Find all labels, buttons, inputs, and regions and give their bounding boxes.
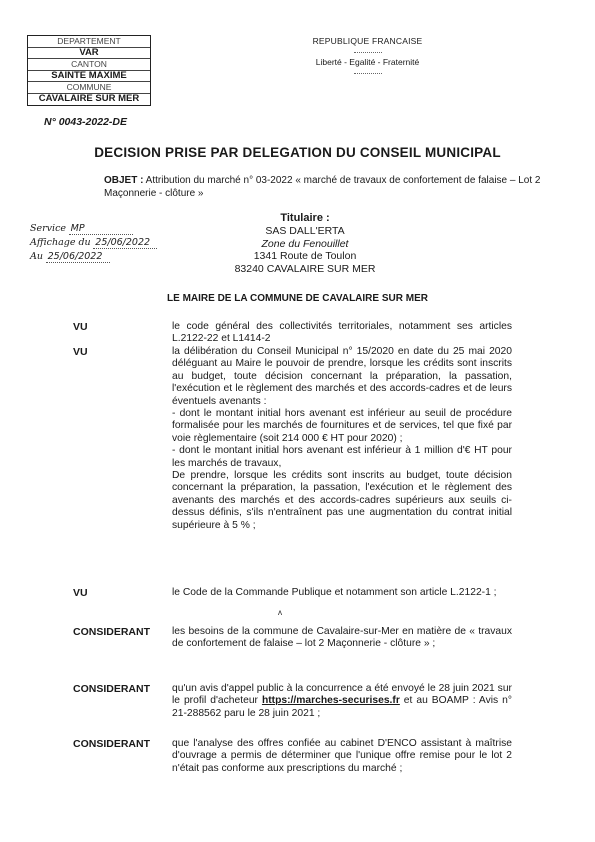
clause-paragraph: la délibération du Conseil Municipal n° 15/2020 en date du 25 mai 2020 déléguant au Maire le pouvoir de prendre, lorsque les crédits sont inscrits au budget, toute décision concernant la préparation, la passation, l'exécution et le règlement des marchés et des accords-cadres et de leurs éventuels avenants :: [172, 346, 512, 407]
contractor-block: [180, 212, 430, 276]
affichage-label: Affichage du: [30, 237, 91, 248]
clause-keyword: VU: [73, 587, 88, 599]
department-value: VAR: [28, 48, 150, 60]
clause-paragraph: le code général des collectivités territoriales, notamment ses articles L.2122-22 et L1414-2: [172, 321, 512, 345]
clause-paragraph: que l'analyse des offres confiée au cabinet D'ENCO assistant à maîtrise d'ouvrage a permis de déterminer que l'unique offre remise pour le lot 2 n'était pas conforme aux prescriptions du marché ;: [172, 738, 512, 774]
mayor-heading: LE MAIRE DE LA COMMUNE DE CAVALAIRE SUR MER: [167, 293, 428, 304]
object-line: [104, 174, 544, 200]
canton-value: SAINTE MAXIME: [28, 71, 150, 83]
affichage-value: 25/06/2022: [93, 237, 157, 249]
clause-text: [172, 587, 512, 599]
canton-label: CANTON: [28, 59, 150, 71]
clause-text-part: qu'un avis d'appel public à la concurrence a été envoyé le 28 juin 2021 sur le profil d'acheteur: [172, 683, 512, 707]
decision-number: N° 0043-2022-DE: [44, 116, 127, 128]
marches-securises-link[interactable]: https://marches-securises.fr: [261, 695, 400, 707]
au-stamp: [30, 251, 110, 263]
republic-header: [300, 36, 435, 78]
stray-mark: ʌ: [278, 608, 282, 617]
object-text: Attribution du marché n° 03-2022 « marché de travaux de confortement de falaise – Lot 2 Maçonnerie - clôture »: [104, 175, 541, 199]
clause-keyword: CONSIDERANT: [73, 626, 151, 638]
commune-value: CAVALAIRE SUR MER: [38, 92, 140, 104]
separator: [354, 67, 382, 74]
au-label: Au: [30, 251, 43, 262]
clause-keyword: CONSIDERANT: [73, 738, 151, 750]
clause-keyword: VU: [73, 346, 88, 358]
clause-text: [172, 738, 512, 775]
page-title: DECISION PRISE PAR DELEGATION DU CONSEIL MUNICIPAL: [94, 145, 501, 160]
administrative-box: [27, 35, 151, 106]
clause-text: [172, 346, 512, 532]
clause-paragraph: le Code de la Commande Publique et notamment son article L.2122-1 ;: [172, 587, 497, 598]
clause-paragraph: - dont le montant initial hors avenant est inférieur au seuil de procédure formalisée pour les marchés de fournitures et de services, tel que fixé par voie règlementaire (soit 214 000 € HT pour 2020) ;: [172, 408, 512, 444]
service-stamp: [30, 223, 133, 235]
separator: [354, 46, 382, 53]
clause-text: [172, 321, 512, 346]
object-label: OBJET :: [104, 175, 144, 186]
commune-label: COMMUNE: [28, 82, 150, 94]
clause-text-part: et au BOAMP : Avis n° 21-288562 paru le 28 juin 2021 ;: [172, 695, 512, 719]
contractor-address-line: 83240 CAVALAIRE SUR MER: [234, 263, 376, 276]
contractor-address-line: Zone du Fenouillet: [261, 237, 349, 250]
clause-paragraph: - dont le montant initial hors avenant est inférieur à 1 million d'€ HT pour les marchés de travaux,: [172, 445, 512, 469]
clause-keyword: VU: [73, 321, 88, 333]
republic-title: REPUBLIQUE FRANCAISE: [312, 36, 423, 46]
clause-paragraph: De prendre, lorsque les crédits sont inscrits au budget, toute décision concernant la préparation, la passation, l'exécution et le règlement des avenants des marchés et des accords-cadres supérieurs aux seuils ci-dessus définis, s'ils n'entraînent pas une augmentation du contrat initial supérieure à 5 % ;: [172, 470, 512, 531]
au-value: 25/06/2022: [46, 251, 110, 263]
affichage-stamp: [30, 237, 157, 249]
clause-text: [172, 626, 512, 651]
contractor-address-line: 1341 Route de Toulon: [253, 250, 357, 263]
clause-paragraph: les besoins de la commune de Cavalaire-sur-Mer en matière de « travaux de confortement de falaise – lot 2 Maçonnerie - clôture » ;: [172, 626, 512, 650]
service-value: MP: [69, 223, 133, 235]
clause-paragraph: [172, 683, 512, 720]
contractor-title: Titulaire :: [280, 212, 330, 224]
clause-keyword: CONSIDERANT: [73, 683, 151, 695]
republic-motto: Liberté - Egalité - Fraternité: [315, 57, 420, 67]
department-label: DEPARTEMENT: [28, 36, 150, 48]
service-label: Service: [30, 223, 67, 234]
contractor-name: SAS DALL'ERTA: [265, 224, 345, 237]
clause-text: [172, 683, 512, 720]
